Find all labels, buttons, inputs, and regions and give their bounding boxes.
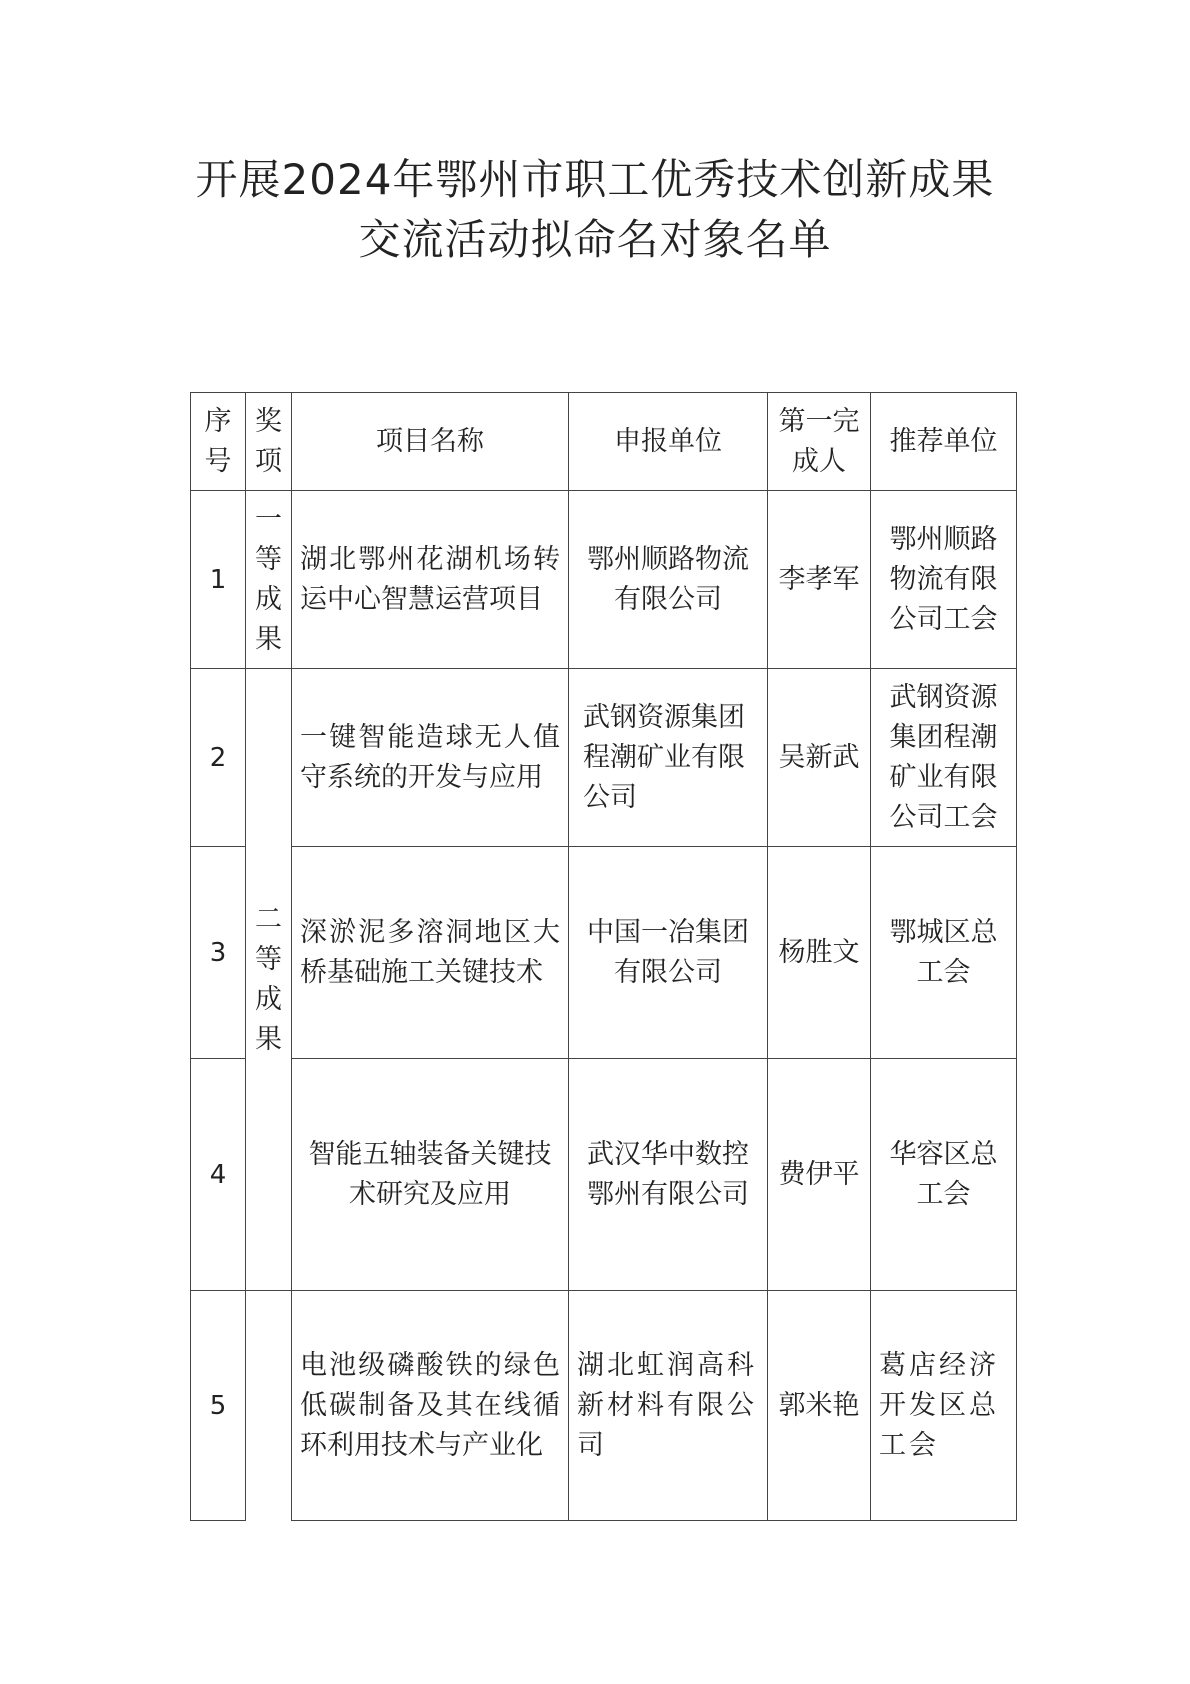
row-completer: 费伊平 xyxy=(768,1059,871,1291)
row-applicant: 武汉华中数控鄂州有限公司 xyxy=(569,1059,768,1291)
row-project: 智能五轴装备关键技术研究及应用 xyxy=(292,1059,569,1291)
row-recommender: 鄂城区总工会 xyxy=(871,847,1017,1059)
row-seq: 5 xyxy=(191,1291,246,1521)
title-line-1: 开展2024年鄂州市职工优秀技术创新成果 xyxy=(195,155,995,204)
table-row xyxy=(191,1291,1017,1521)
row-seq: 3 xyxy=(191,847,246,1059)
row-applicant: 武钢资源集团程潮矿业有限公司 xyxy=(569,669,768,847)
row-applicant: 湖北虹润高科新材料有限公司 xyxy=(569,1291,768,1521)
row-project: 深淤泥多溶洞地区大桥基础施工关键技术 xyxy=(292,847,569,1059)
row-completer: 吴新武 xyxy=(768,669,871,847)
row-project: 湖北鄂州花湖机场转运中心智慧运营项目 xyxy=(292,491,569,669)
header-recommender: 推荐单位 xyxy=(871,393,1017,491)
row-seq: 1 xyxy=(191,491,246,669)
row-project: 电池级磷酸铁的绿色低碳制备及其在线循环利用技术与产业化 xyxy=(292,1291,569,1521)
table-row xyxy=(191,491,1017,669)
row-completer: 李孝军 xyxy=(768,491,871,669)
header-applicant: 申报单位 xyxy=(569,393,768,491)
row-completer: 郭米艳 xyxy=(768,1291,871,1521)
award-empty-cell xyxy=(246,1291,292,1521)
nominee-table xyxy=(190,392,1017,1521)
row-recommender: 鄂州顺路物流有限公司工会 xyxy=(871,491,1017,669)
page-title xyxy=(0,150,1190,270)
row-seq: 4 xyxy=(191,1059,246,1291)
header-project: 项目名称 xyxy=(292,393,569,491)
row-recommender: 华容区总工会 xyxy=(871,1059,1017,1291)
header-completer: 第一完成人 xyxy=(768,393,871,491)
row-applicant: 中国一冶集团有限公司 xyxy=(569,847,768,1059)
row-recommender: 武钢资源集团程潮矿业有限公司工会 xyxy=(871,669,1017,847)
header-seq: 序号 xyxy=(191,393,246,491)
table-row xyxy=(191,669,1017,847)
table-header-row xyxy=(191,393,1017,491)
header-award: 奖项 xyxy=(246,393,292,491)
award-second: 二等成果 xyxy=(246,669,292,1291)
table-row xyxy=(191,847,1017,1059)
title-line-2: 交流活动拟命名对象名单 xyxy=(358,215,832,264)
award-first: 一等成果 xyxy=(246,491,292,669)
row-seq: 2 xyxy=(191,669,246,847)
row-project: 一键智能造球无人值守系统的开发与应用 xyxy=(292,669,569,847)
row-recommender: 葛店经济开发区总工会 xyxy=(871,1291,1017,1521)
row-completer: 杨胜文 xyxy=(768,847,871,1059)
table-row xyxy=(191,1059,1017,1291)
row-applicant: 鄂州顺路物流有限公司 xyxy=(569,491,768,669)
